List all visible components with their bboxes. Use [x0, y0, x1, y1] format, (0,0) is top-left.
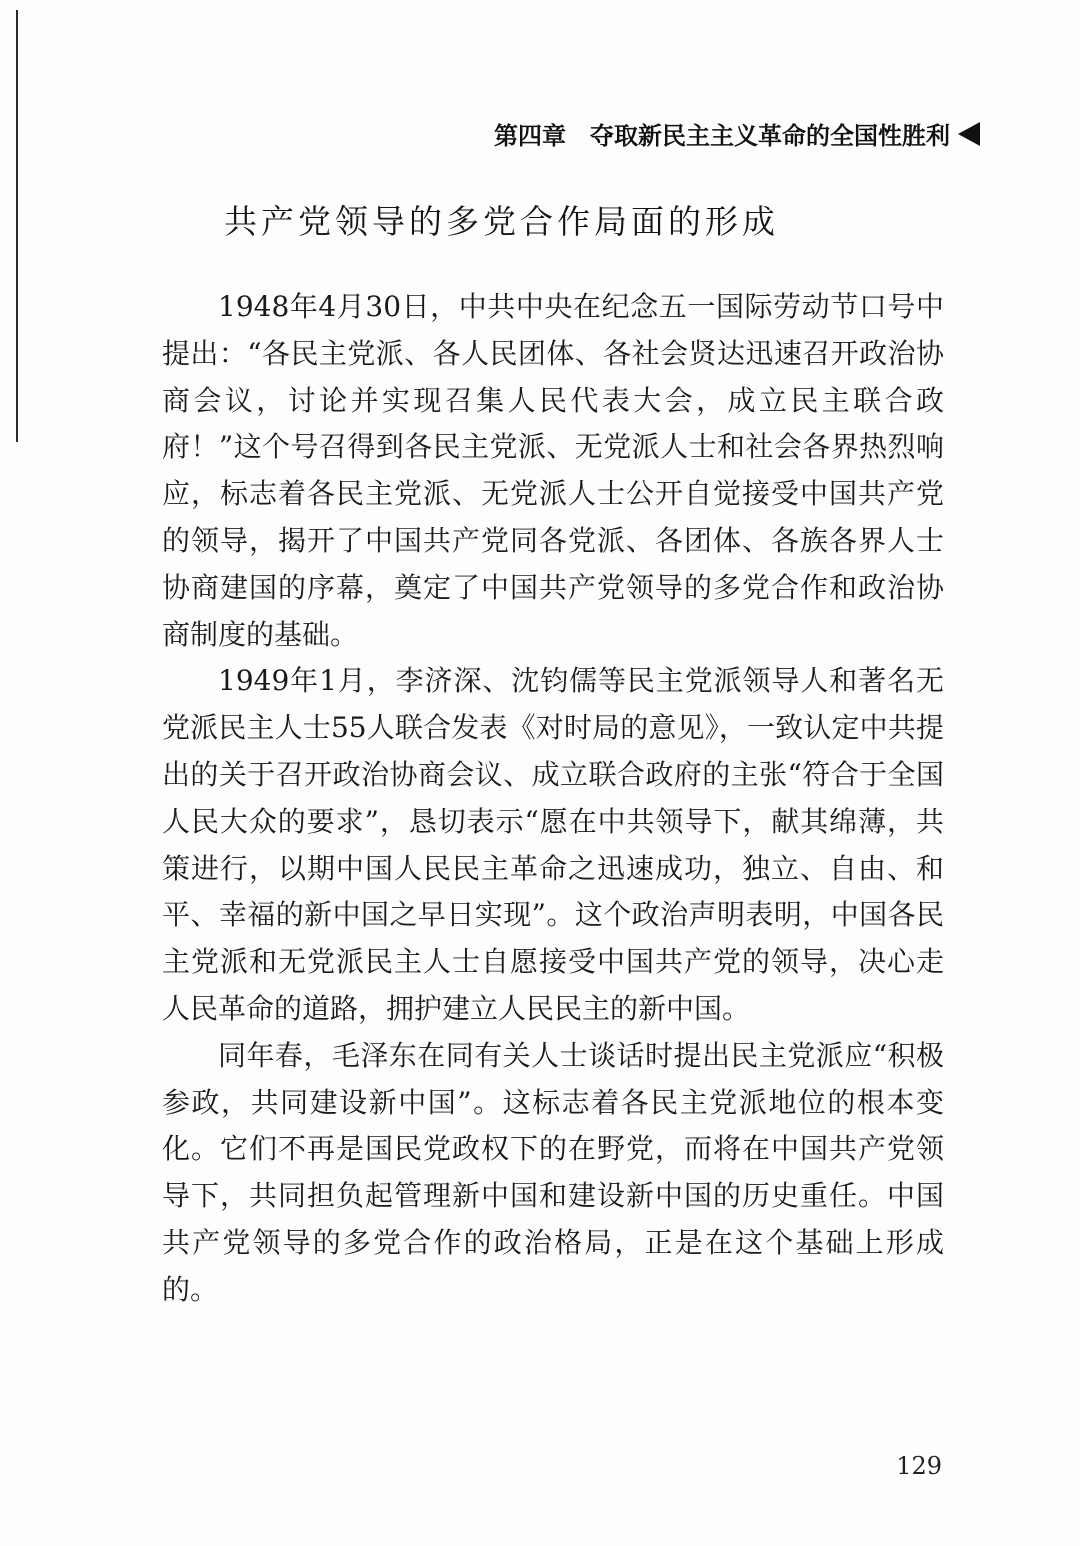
triangle-left-icon [958, 122, 980, 146]
article-body [162, 284, 944, 1314]
article-title: 共产党领导的多党合作局面的形成 [224, 202, 779, 241]
running-header [494, 116, 980, 151]
page-number: 129 [896, 1452, 942, 1480]
chapter-title: 夺取新民主主义革命的全国性胜利 [590, 122, 950, 150]
chapter-number: 第四章 [494, 122, 566, 150]
paragraph-3: 同年春，毛泽东在同有关人士谈话时提出民主党派应“积极参政，共同建设新中国”。这标志着各民主党派地位的根本变化。它们不再是国民党政权下的在野党，而将在中国共产党领导下，共同担负起管理新中国和建设新中国的历史重任。中国共产党领导的多党合作的政治格局，正是在这个基础上形成的。 [162, 1038, 944, 1306]
binding-edge-line [16, 10, 18, 442]
paragraph-1: 1948年4月30日，中共中央在纪念五一国际劳动节口号中提出：“各民主党派、各人民团体、各社会贤达迅速召开政治协商会议，讨论并实现召集人民代表大会，成立民主联合政府！”这个号召得到各民主党派、无党派人士和社会各界热烈响应，标志着各民主党派、无党派人士公开自觉接受中国共产党的领导，揭开了中国共产党同各党派、各团体、各族各界人士协商建国的序幕，奠定了中国共产党领导的多党合作和政治协商制度的基础。 [162, 290, 944, 651]
paragraph-2: 1949年1月，李济深、沈钧儒等民主党派领导人和著名无党派民主人士55人联合发表《对时局的意见》，一致认定中共提出的关于召开政治协商会议、成立联合政府的主张“符合于全国人民大众的要求”，恳切表示“愿在中共领导下，献其绵薄，共策进行，以期中国人民民主革命之迅速成功，独立、自由、和平、幸福的新中国之早日实现”。这个政治声明表明，中国各民主党派和无党派民主人士自愿接受中国共产党的领导，决心走人民革命的道路，拥护建立人民民主的新中国。 [162, 664, 944, 1025]
